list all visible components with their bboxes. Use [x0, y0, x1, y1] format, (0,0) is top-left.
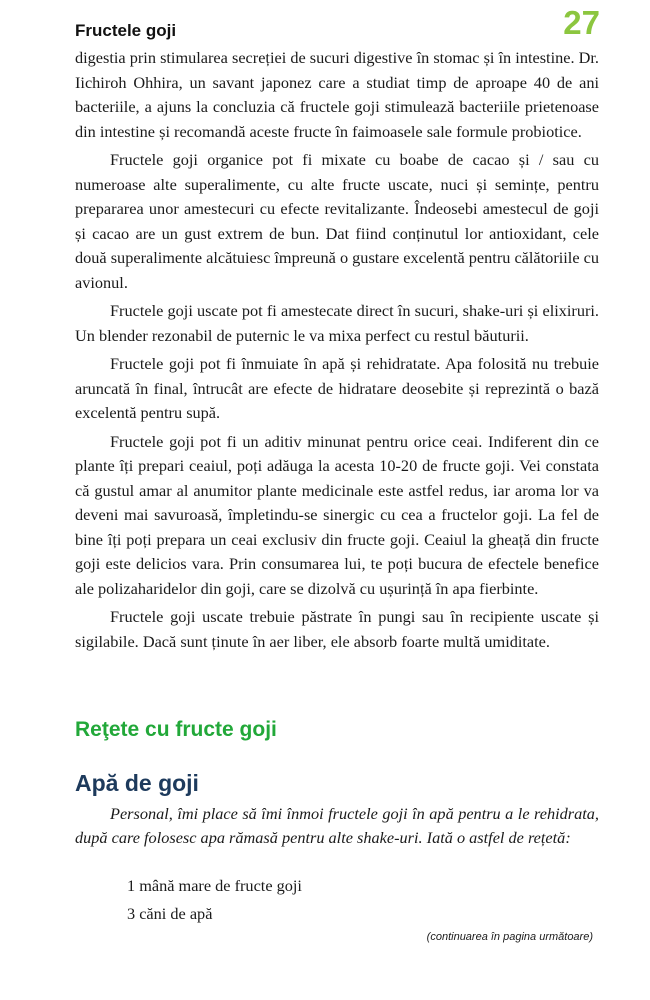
- body-text: [75, 46, 599, 658]
- page-number: 27: [563, 4, 600, 41]
- recipe-intro: Personal, îmi place să îmi înmoi fructele goji în apă pentru a le rehidrata, după care folosesc apa rămasă pentru alte shake-uri. Iată o astfel de rețetă:: [75, 804, 599, 847]
- section-heading: Reţete cu fructe goji: [75, 718, 277, 741]
- recipe-title: Apă de goji: [75, 770, 199, 796]
- paragraph: Fructele goji uscate pot fi amestecate direct în sucuri, shake-uri și elixiruri. Un blender rezonabil de puternic le va mixa perfect cu restul băuturii.: [75, 301, 599, 345]
- paragraph: Fructele goji uscate trebuie păstrate în pungi sau în recipiente uscate și sigilabile. Dacă sunt ținute în aer liber, ele absorb foarte multă umiditate.: [75, 607, 599, 651]
- paragraph: Fructele goji pot fi un aditiv minunat pentru orice ceai. Indiferent din ce plante îți prepari ceaiul, poți adăuga la acesta 10-20 de fructe goji. Vei constata că gustul amar al anumitor plante medicinale este astfel redus, iar aroma lor va deveni mai savuroasă, împletindu-se sinergic cu cea a fructelor goji. La fel de bine îți poți prepara un ceai exclusiv din fructe goji. Ceaiul la gheață din fructe goji este delicios vara. Prin consumarea lui, te poți bucura de efectele benefice ale polizaharidelor din goji, care se dizolvă cu ușurință în apa fierbinte.: [75, 431, 599, 598]
- paragraph: Fructele goji pot fi înmuiate în apă și rehidratate. Apa folosită nu trebuie aruncată în final, întrucât are efecte de hidratare deosebite și reprezintă o bază excelentă pentru supă.: [75, 354, 599, 422]
- running-title: Fructele goji: [75, 21, 177, 40]
- paragraph: Fructele goji organice pot fi mixate cu boabe de cacao și / sau cu numeroase alte superalimente, cu alte fructe uscate, nuci și semințe, pentru prepararea unor amestecuri cu efecte revitalizante. Îndeosebi amestecul de goji și cacao are un gust extrem de bun. Dat fiind conținutul lor antioxidant, cele două superalimente alcătuiesc împreună o gustare excelentă pentru călătoriile cu avionul.: [75, 150, 599, 292]
- ingredient-item: 3 căni de apă: [127, 904, 213, 923]
- ingredient-item: 1 mână mare de fructe goji: [127, 876, 302, 895]
- paragraph: digestia prin stimularea secreției de sucuri digestive în stomac și în intestine. Dr. Iichiroh Ohhira, un savant japonez care a studiat timp de aproape 40 de ani bacteriile, a ajuns la concluzia că fructele goji stimulează bacteriile prietenoase din intestine și recomandă aceste fructe în faimoasele sale formule probiotice.: [75, 48, 599, 141]
- ingredient-list: [127, 872, 302, 928]
- continued-note: (continuarea în pagina următoare): [426, 931, 593, 943]
